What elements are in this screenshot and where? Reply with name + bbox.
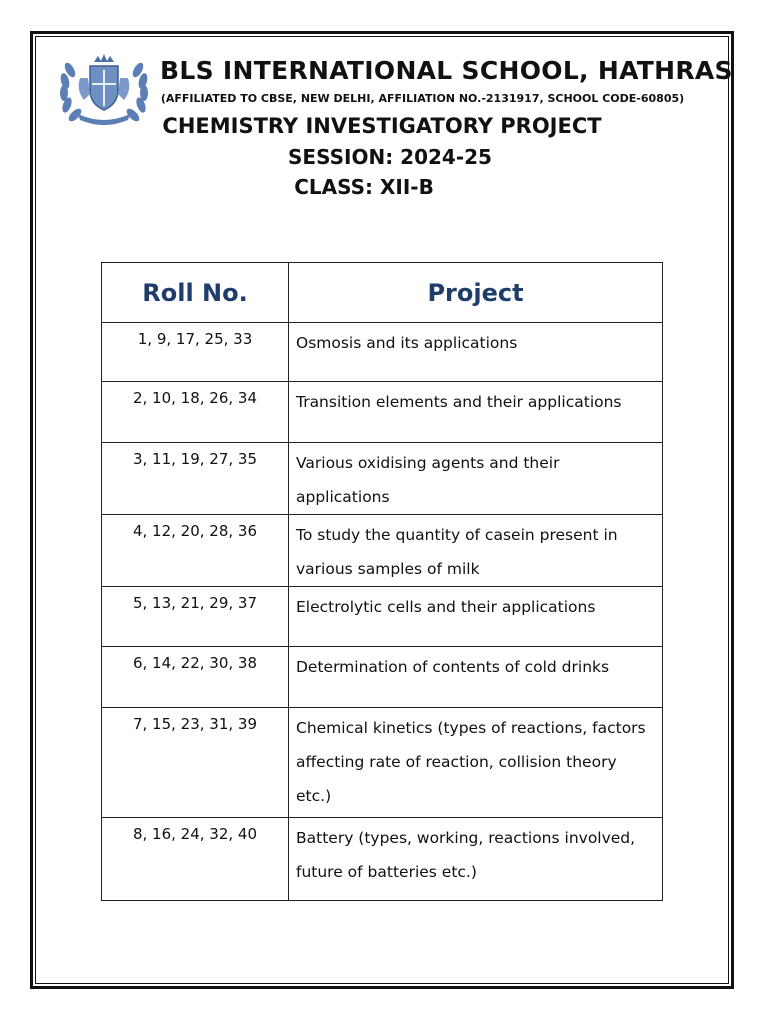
project-cell: Electrolytic cells and their applications bbox=[289, 587, 663, 647]
school-name: BLS INTERNATIONAL SCHOOL, HATHRAS bbox=[160, 56, 733, 85]
project-cell: Osmosis and its applications bbox=[289, 323, 663, 382]
session-line: SESSION: 2024-25 bbox=[288, 145, 492, 169]
roll-cell: 5, 13, 21, 29, 37 bbox=[102, 587, 289, 647]
affiliation-line: (AFFILIATED TO CBSE, NEW DELHI, AFFILIATION NO.-2131917, SCHOOL CODE-60805) bbox=[160, 92, 685, 105]
roll-cell: 4, 12, 20, 28, 36 bbox=[102, 515, 289, 587]
roll-cell: 6, 14, 22, 30, 38 bbox=[102, 647, 289, 708]
roll-cell: 1, 9, 17, 25, 33 bbox=[102, 323, 289, 382]
project-cell: Transition elements and their applications bbox=[289, 382, 663, 443]
table-row bbox=[102, 323, 663, 382]
roll-cell: 8, 16, 24, 32, 40 bbox=[102, 818, 289, 901]
roll-cell: 2, 10, 18, 26, 34 bbox=[102, 382, 289, 443]
projects-table bbox=[101, 262, 663, 901]
table-row bbox=[102, 587, 663, 647]
header-project: Project bbox=[289, 263, 663, 323]
project-cell: To study the quantity of casein present in various samples of milk bbox=[289, 515, 663, 587]
table-row bbox=[102, 382, 663, 443]
table-row bbox=[102, 708, 663, 818]
table-row bbox=[102, 443, 663, 515]
project-cell: Chemical kinetics (types of reactions, factors affecting rate of reaction, collision theory etc.) bbox=[289, 708, 663, 818]
roll-cell: 7, 15, 23, 31, 39 bbox=[102, 708, 289, 818]
table-header-row bbox=[102, 263, 663, 323]
table-row bbox=[102, 647, 663, 708]
header-roll-no: Roll No. bbox=[102, 263, 289, 323]
project-cell: Battery (types, working, reactions involved, future of batteries etc.) bbox=[289, 818, 663, 901]
project-cell: Various oxidising agents and their applications bbox=[289, 443, 663, 515]
roll-cell: 3, 11, 19, 27, 35 bbox=[102, 443, 289, 515]
project-title: CHEMISTRY INVESTIGATORY PROJECT bbox=[162, 114, 602, 138]
table-row bbox=[102, 818, 663, 901]
class-line: CLASS: XII-B bbox=[294, 175, 434, 199]
table-row bbox=[102, 515, 663, 587]
project-cell: Determination of contents of cold drinks bbox=[289, 647, 663, 708]
